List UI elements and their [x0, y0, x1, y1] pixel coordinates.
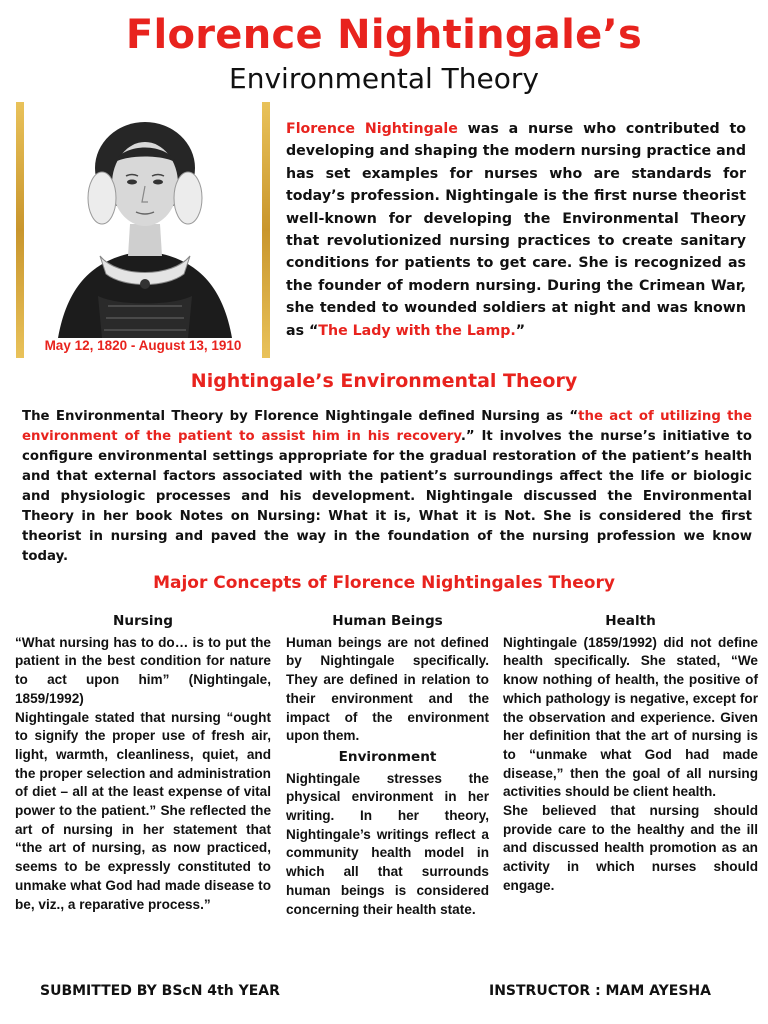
human-beings-paragraph: Human beings are not defined by Nightingale specifically. They are defined in relation to their environment and the impact of the environment upon them.: [286, 634, 489, 744]
footer-instructor: INSTRUCTOR : MAM AYESHA: [489, 983, 711, 999]
intro-nickname: The Lady with the Lamp.: [318, 322, 516, 339]
column-nursing: [15, 612, 271, 914]
intro-paragraph: [286, 118, 746, 342]
health-paragraph-2: She believed that nursing should provide care to the healthy and the ill and discussed health promotion as an activity in which nurses should engage.: [503, 803, 758, 893]
gold-bar-left: [16, 102, 24, 358]
column-human-beings: [286, 612, 489, 919]
human-beings-heading: Human Beings: [332, 613, 443, 629]
footer-submitted-by: SUBMITTED BY BScN 4th YEAR: [40, 983, 280, 999]
portrait-caption: May 12, 1820 - August 13, 1910: [44, 338, 242, 353]
gold-bar-right: [262, 102, 270, 358]
health-heading: Health: [605, 613, 656, 629]
theory-quote: the act of utilizing the environment of the patient to assist him in his recovery: [22, 409, 752, 444]
health-paragraph-1: Nightingale (1859/1992) did not define health specifically. She stated, “We know nothing of health, the positive of which pathology is negative, except for the observation and experience. Given her definition that the art of nursing is to “unmake what God had made disease,” then the goal of all nursing activities should be client health.: [503, 634, 758, 800]
environment-heading: Environment: [338, 748, 437, 765]
portrait-frame: [16, 102, 270, 358]
intro-text-2: ”: [515, 322, 526, 339]
section-title-theory: Nightingale’s Environmental Theory: [190, 370, 578, 392]
page-title: Florence Nightingale’s: [125, 12, 643, 58]
intro-text-1: was a nurse who contributed to developing and shaping the modern nursing practice and has set examples for nurses who are standards for today’s profession. Nightingale is the first nurse theorist well-known for developing the Environmental Theory that revolutionized nursing practices to create sanitary conditions for patients to get care. She is recognized as the founder of modern nursing. During the Crimean War, she tended to wounded soldiers at night and was known as “: [286, 121, 746, 339]
theory-text-2: .” It involves the nurse’s initiative to configure environmental settings appropriate for the gradual restoration of the patient’s health and that external factors associated with the patient’s surroundings affect the life or biologic and physiologic processes and his development. Nightingale discussed the Environmental Theory in her book Notes on Nursing: What it is, What it is Not. She is considered the first theorist in nursing and paved the way in the foundation of the nursing profession we know today.: [22, 429, 753, 564]
page-subtitle: Environmental Theory: [229, 62, 539, 95]
section-title-concepts: Major Concepts of Florence Nightingales Theory: [153, 573, 615, 593]
nursing-heading: Nursing: [113, 613, 173, 629]
intro-name: Florence Nightingale: [286, 121, 458, 137]
environment-paragraph: Nightingale stresses the physical environment in her writing. In her theory, Nightingale’s writings reflect a community health model in which all that surrounds human beings is considered concerning their health state.: [286, 770, 489, 917]
theory-paragraph: [22, 407, 752, 567]
nursing-paragraph-1: “What nursing has to do… is to put the patient in the best condition for nature to act upon him” (Nightingale, 1859/1992): [15, 634, 271, 706]
portrait-image: [38, 106, 252, 338]
nursing-paragraph-2: Nightingale stated that nursing “ought to signify the proper use of fresh air, light, warmth, cleanliness, quiet, and the proper selection and administration of diet – all at the least expense of vital power to the patient.” She reflected the art of nursing in her statement that “the art of nursing, as now practiced, seems to be expressly constituted to unmake what God had made disease to be, viz., a reparative process.”: [15, 709, 271, 912]
column-health: [503, 612, 758, 896]
theory-text-1: The Environmental Theory by Florence Nightingale defined Nursing as “: [22, 409, 579, 424]
